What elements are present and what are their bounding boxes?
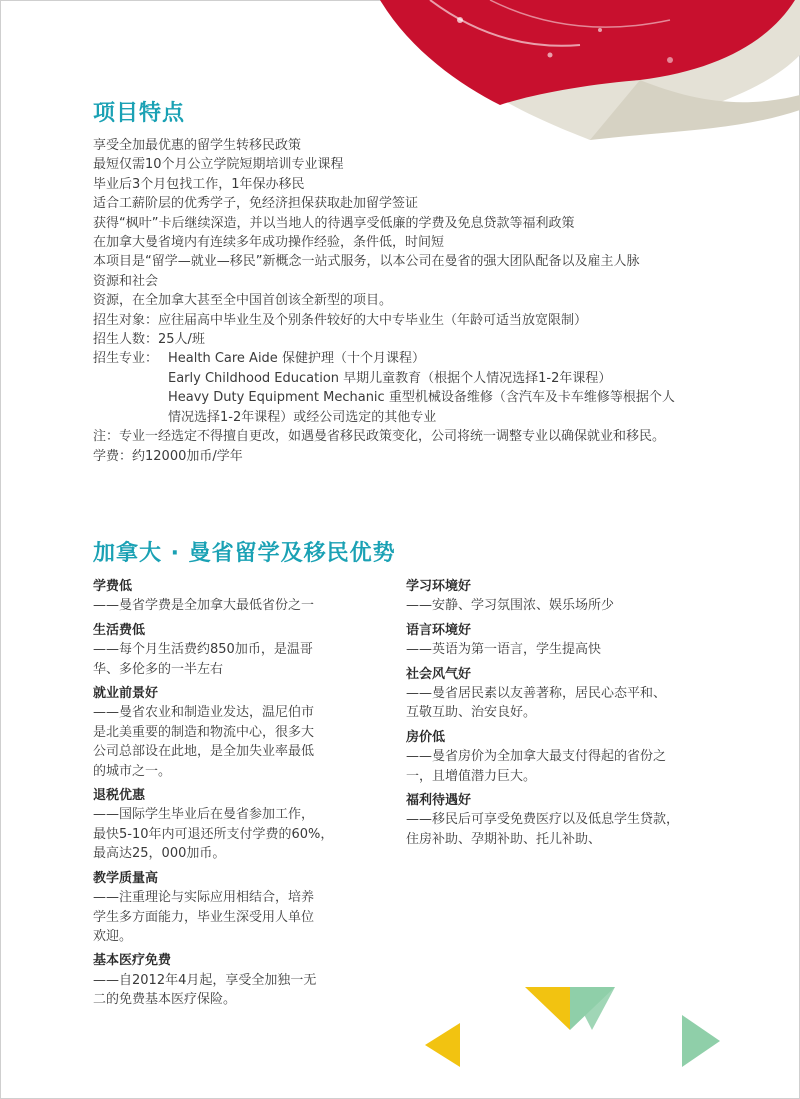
majors-list bbox=[168, 349, 675, 427]
section-title-advantages: 加拿大 · 曼省留学及移民优势 bbox=[93, 541, 396, 566]
advantage-desc: ——每个月生活费约850加币，是温哥 bbox=[93, 642, 313, 658]
advantage-desc: 欢迎。 bbox=[93, 928, 133, 944]
feature-line: 最短仅需10个月公立学院短期培训专业课程 bbox=[93, 157, 344, 173]
feature-line: 获得“枫叶”卡后继续深造，并以当地人的待遇享受低廉的学费及免息贷款等福利政策 bbox=[93, 215, 575, 231]
majors-row bbox=[93, 349, 713, 427]
advantage-item bbox=[93, 869, 353, 947]
note-line: 注：专业一经选定不得擅自更改，如遇曼省移民政策变化，公司将统一调整专业以确保就业和移民。 bbox=[93, 429, 666, 445]
advantage-desc: 最高达25，000加币。 bbox=[93, 846, 226, 862]
advantage-item bbox=[406, 621, 706, 660]
advantage-heading: 生活费低 bbox=[93, 622, 146, 638]
feature-line: 适合工薪阶层的优秀学子，免经济担保获取赴加留学签证 bbox=[93, 196, 419, 212]
advantage-heading: 基本医疗免费 bbox=[93, 953, 172, 969]
advantage-item bbox=[406, 791, 706, 849]
advantage-desc: ——国际学生毕业后在曼省参加工作， bbox=[93, 807, 315, 823]
advantage-heading: 学费低 bbox=[93, 579, 133, 594]
advantage-desc: ——曼省学费是全加拿大最低省份之一 bbox=[93, 598, 315, 614]
advantage-desc: 二的免费基本医疗保险。 bbox=[93, 992, 237, 1008]
advantage-desc: 住房补助、孕期补助、托儿补助、 bbox=[406, 831, 602, 847]
feature-line: 资源，在全加拿大甚至全中国首创该全新型的项目。 bbox=[93, 293, 393, 309]
advantage-desc: 互敬互助、治安良好。 bbox=[406, 705, 537, 721]
decorative-triangles bbox=[420, 975, 720, 1075]
feature-line: 享受全加最优惠的留学生转移民政策 bbox=[93, 138, 302, 153]
advantage-desc: ——曼省居民素以友善著称，居民心态平和、 bbox=[406, 686, 667, 702]
advantage-item bbox=[93, 951, 353, 1009]
feature-line: 招生对象：应往届高中毕业生及个别条件较好的大中专毕业生（年龄可适当放宽限制） bbox=[93, 312, 588, 328]
major-item: Heavy Duty Equipment Mechanic 重型机械设备维修（含汽车及卡车维修等根据个人 bbox=[168, 390, 675, 406]
advantage-desc: 华、多伦多的一半左右 bbox=[93, 661, 224, 677]
feature-line: 在加拿大曼省境内有连续多年成功操作经验，条件低，时间短 bbox=[93, 235, 445, 251]
major-item: Health Care Aide 保健护理（十个月课程） bbox=[168, 351, 425, 367]
tuition-line: 学费：约12000加币/学年 bbox=[93, 448, 243, 464]
advantage-desc: 的城市之一。 bbox=[93, 763, 172, 779]
advantages-right-column bbox=[406, 577, 706, 854]
advantage-heading: 福利待遇好 bbox=[406, 793, 472, 809]
advantage-heading: 就业前景好 bbox=[93, 686, 159, 702]
advantage-heading: 学习环境好 bbox=[406, 579, 472, 594]
advantage-desc: ——曼省农业和制造业发达，温尼伯市 bbox=[93, 705, 315, 721]
advantage-heading: 语言环境好 bbox=[406, 622, 472, 638]
advantage-item bbox=[93, 684, 353, 781]
feature-line: 招生人数：25人/班 bbox=[93, 332, 205, 348]
advantage-heading: 教学质量高 bbox=[93, 870, 159, 886]
advantage-desc: 是北美重要的制造和物流中心，很多大 bbox=[93, 724, 315, 740]
advantage-item bbox=[406, 577, 706, 616]
advantage-desc: ——英语为第一语言，学生提高快 bbox=[406, 642, 602, 658]
advantage-desc: ——移民后可享受免费医疗以及低息学生贷款， bbox=[406, 812, 680, 828]
advantage-item bbox=[93, 577, 353, 616]
feature-line: 本项目是“留学—就业—移民”新概念一站式服务，以本公司在曼省的强大团队配备以及雇主人脉 bbox=[93, 254, 640, 270]
majors-label: 招生专业： bbox=[93, 351, 159, 367]
advantage-heading: 退税优惠 bbox=[93, 788, 146, 804]
major-item: 情况选择1-2年课程）或经公司选定的其他专业 bbox=[168, 409, 437, 425]
features-block bbox=[93, 136, 713, 466]
feature-line: 资源和社会 bbox=[93, 273, 159, 289]
advantage-desc: ——曼省房价为全加拿大最支付得起的省份之 bbox=[406, 749, 667, 765]
advantage-item bbox=[406, 728, 706, 786]
advantage-desc: 一，且增值潜力巨大。 bbox=[406, 768, 537, 784]
advantage-item bbox=[406, 665, 706, 723]
advantage-desc: ——安静、学习氛围浓、娱乐场所少 bbox=[406, 598, 615, 614]
advantage-desc: 学生多方面能力，毕业生深受用人单位 bbox=[93, 909, 315, 925]
advantage-heading: 房价低 bbox=[406, 729, 446, 745]
major-item: Early Childhood Education 早期儿童教育（根据个人情况选择1-2年课程） bbox=[168, 370, 612, 386]
advantage-desc: ——自2012年4月起，享受全加独一无 bbox=[93, 972, 317, 988]
advantage-heading: 社会风气好 bbox=[406, 666, 472, 682]
advantage-item bbox=[93, 621, 353, 679]
advantage-desc: 公司总部设在此地，是全加失业率最低 bbox=[93, 744, 315, 760]
advantage-item bbox=[93, 786, 353, 864]
advantage-desc: 最快5-10年内可退还所支付学费的60%， bbox=[93, 826, 334, 842]
feature-line: 毕业后3个月包找工作，1年保办移民 bbox=[93, 176, 305, 192]
advantage-desc: ——注重理论与实际应用相结合，培养 bbox=[93, 890, 315, 906]
section-title-features: 项目特点 bbox=[93, 101, 186, 126]
advantages-left-column bbox=[93, 577, 353, 1015]
